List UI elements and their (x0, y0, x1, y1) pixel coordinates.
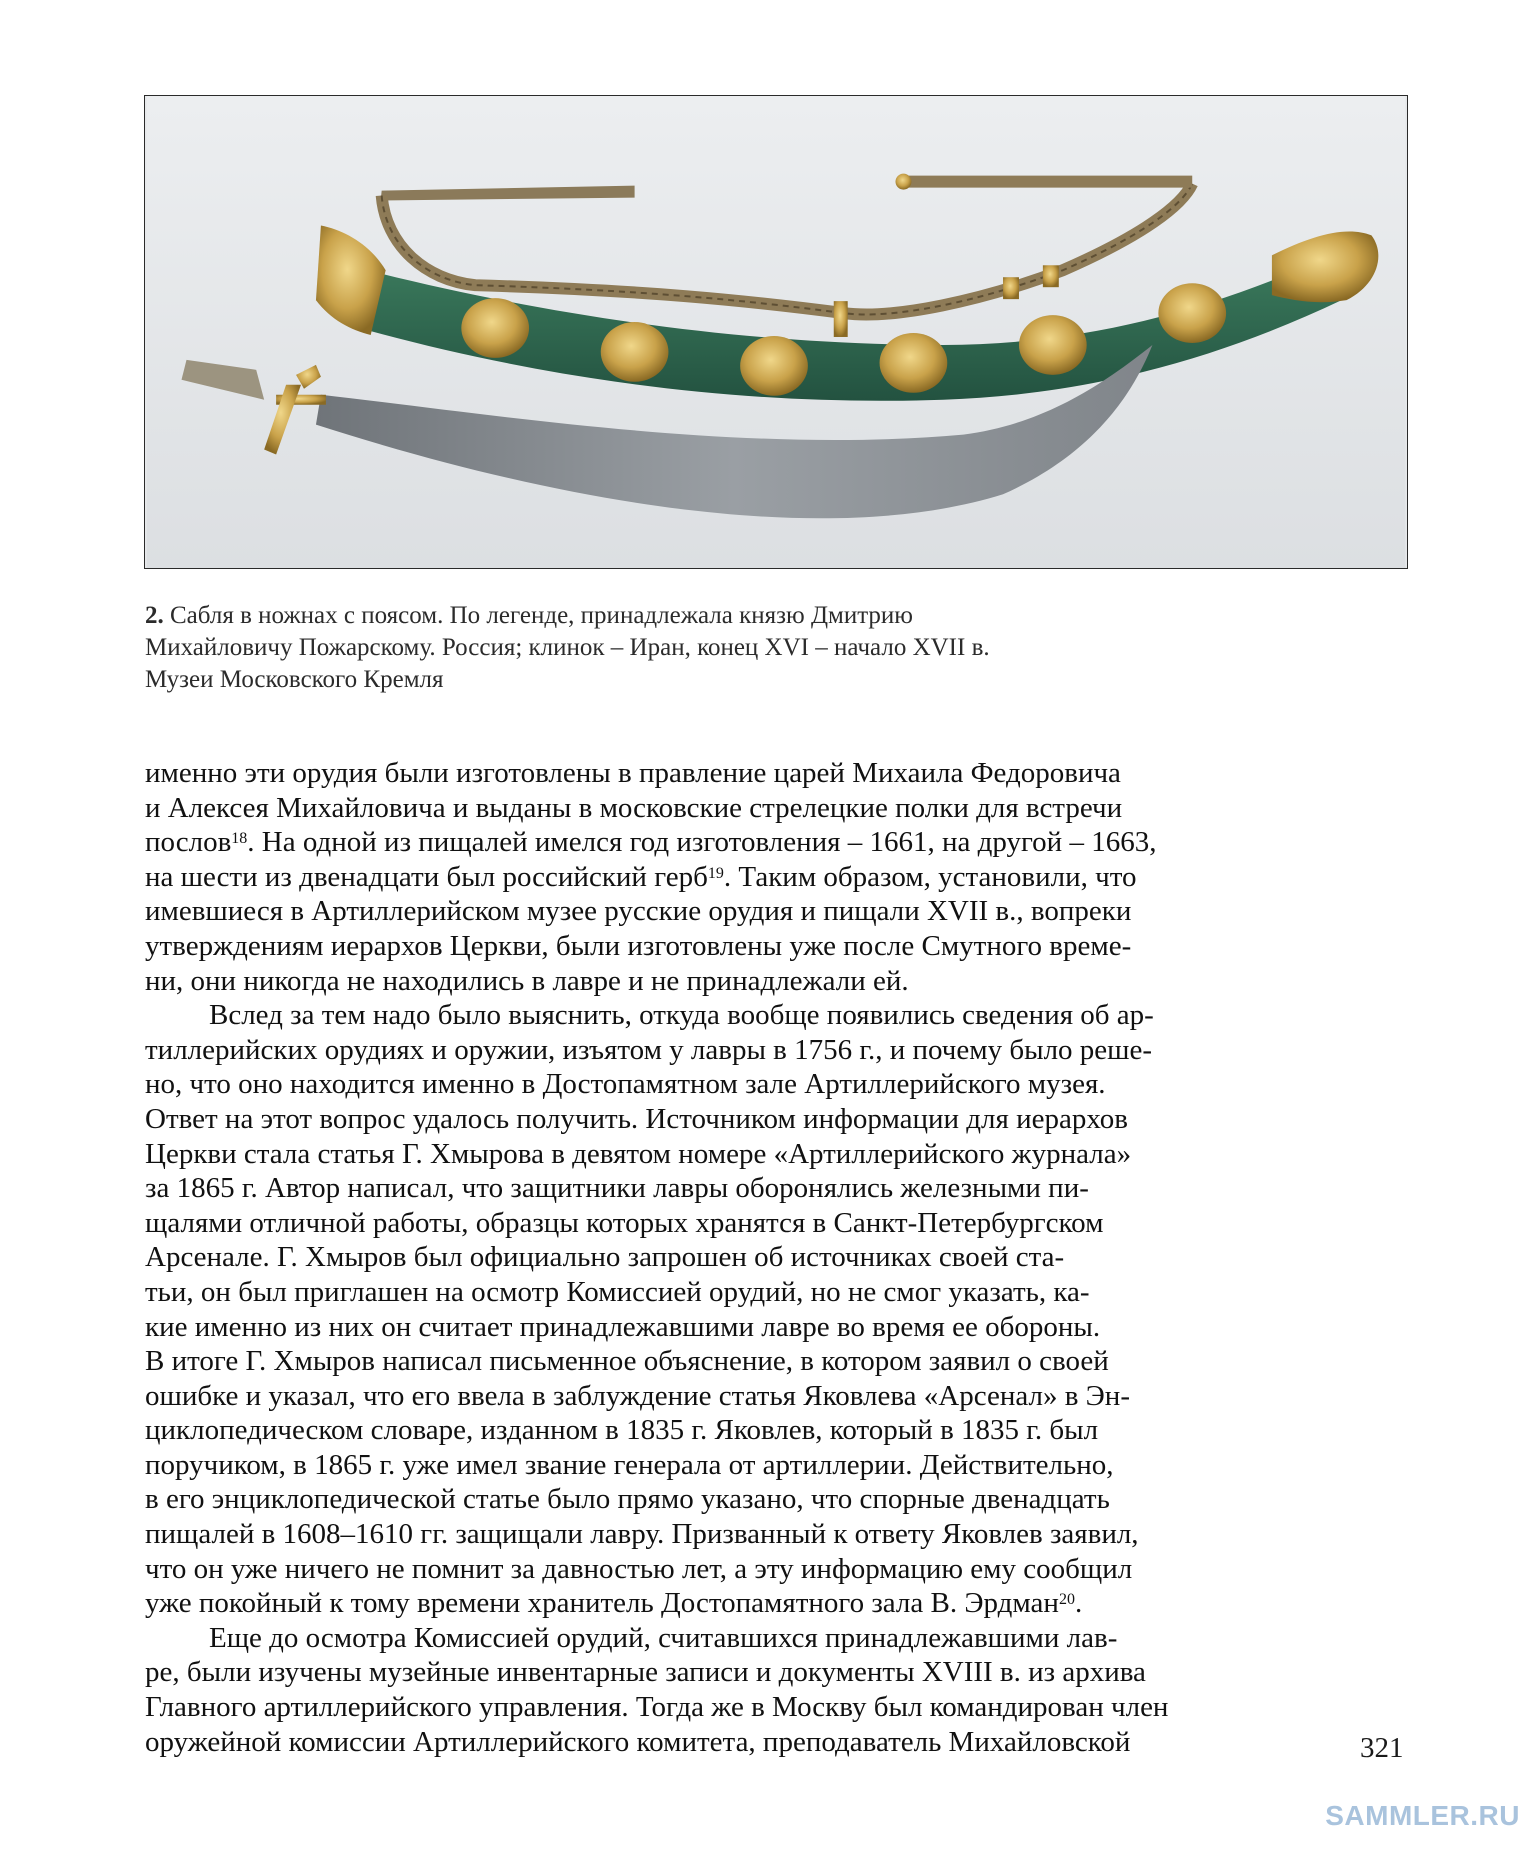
footnote-ref[interactable]: 18 (231, 830, 248, 848)
text-line: оружейной комиссии Артиллерийского комитета, преподаватель Михайловской (145, 1725, 1131, 1758)
text-line: утверждениям иерархов Церкви, были изготовлены уже после Смутного време- (145, 929, 1132, 962)
text-segment: послов (145, 826, 232, 859)
text-line: за 1865 г. Автор написал, что защитники лавры оборонялись железными пи- (145, 1172, 1089, 1205)
text-line: щалями отличной работы, образцы которых хранятся в Санкт-Петербургском (145, 1206, 1104, 1239)
caption-line: Музеи Московского Кремля (145, 666, 444, 693)
text-line: и Алексея Михайловича и выданы в московские стрелецкие полки для встречи (145, 791, 1123, 824)
text-line: Арсенале. Г. Хмыров был официально запрошен об источниках своей ста- (145, 1241, 1065, 1274)
text-line: Главного артиллерийского управления. Тогда же в Москву был командирован член (145, 1691, 1169, 1724)
caption-number: 2. (145, 602, 164, 629)
text-line (145, 860, 1284, 895)
text-line: именно эти орудия были изготовлены в правление царей Михаила Федоровича (145, 757, 1121, 789)
text-line: пищалей в 1608–1610 гг. защищали лавру. Призванный к ответу Яковлев заявил, (145, 1518, 1139, 1551)
text-line: Вслед за тем надо было выяснить, откуда вообще появились сведения об ар- (209, 999, 1154, 1032)
text-line (145, 1586, 1284, 1621)
text-line: ре, были изучены музейные инвентарные записи и документы XVIII в. из архива (145, 1656, 1146, 1689)
text-line: тиллерийских орудиях и оружии, изъятом у лавры в 1756 г., и почему было реше- (145, 1033, 1153, 1066)
text-line: тьи, он был приглашен на осмотр Комиссией орудий, но не смог указать, ка- (145, 1275, 1090, 1308)
figure-caption (145, 600, 1295, 696)
footnote-ref[interactable]: 20 (1058, 1591, 1075, 1609)
text-line: имевшиеся в Артиллерийском музее русские орудия и пищали XVII в., вопреки (145, 895, 1132, 928)
text-line: Еще до осмотра Комиссией орудий, считавшихся принадлежавшими лав- (209, 1621, 1118, 1654)
text-line: ошибке и указал, что его ввела в заблуждение статья Яковлева «Арсенал» в Эн- (145, 1379, 1130, 1412)
text-line: В итоге Г. Хмыров написал письменное объяснение, в котором заявил о своей (145, 1345, 1109, 1378)
page-number: 321 (1360, 1732, 1404, 1764)
figure-photo (144, 95, 1408, 569)
text-line: но, что оно находится именно в Достопамятном зале Артиллерийского музея. (145, 1068, 1106, 1101)
text-line: Церкви стала статья Г. Хмырова в девятом номере «Артиллерийского журнала» (145, 1137, 1132, 1170)
text-line: что он уже ничего не помнит за давностью лет, а эту информацию ему сообщил (145, 1552, 1133, 1585)
caption-line: Михайловичу Пожарскому. Россия; клинок – Иран, конец XVI – начало XVII в. (145, 634, 990, 661)
text-line: ни, они никогда не находились в лавре и не принадлежали ей. (145, 964, 909, 997)
text-segment: уже покойный к тому времени хранитель Достопамятного зала В. Эрдман (145, 1587, 1059, 1620)
footnote-ref[interactable]: 19 (707, 864, 724, 882)
text-segment: . На одной из пищалей имелся год изготовления – 1661, на другой – 1663, (247, 826, 1157, 859)
sabre-illustration (145, 96, 1407, 568)
body-text (145, 756, 1284, 1759)
text-line: поручиком, в 1865 г. уже имел звание генерала от артиллерии. Действительно, (145, 1448, 1114, 1481)
caption-line (145, 600, 1295, 632)
caption-text: Сабля в ножнах с поясом. По легенде, принадлежала князю Дмитрию (163, 602, 913, 629)
text-segment: . (1074, 1587, 1083, 1620)
text-line (145, 825, 1284, 860)
text-line: в его энциклопедической статье было прямо указано, что спорные двенадцать (145, 1483, 1110, 1516)
text-segment: на шести из двенадцати был российский герб (145, 860, 708, 893)
watermark-label[interactable]: SAMMLER.RU (1325, 1800, 1520, 1831)
text-line: циклопедическом словаре, изданном в 1835 г. Яковлев, который в 1835 г. был (145, 1414, 1099, 1447)
text-segment: . Таким образом, установили, что (723, 860, 1137, 893)
text-line: Ответ на этот вопрос удалось получить. Источником информации для иерархов (145, 1102, 1128, 1135)
text-line: кие именно из них он считает принадлежавшими лавре во время ее обороны. (145, 1310, 1101, 1343)
